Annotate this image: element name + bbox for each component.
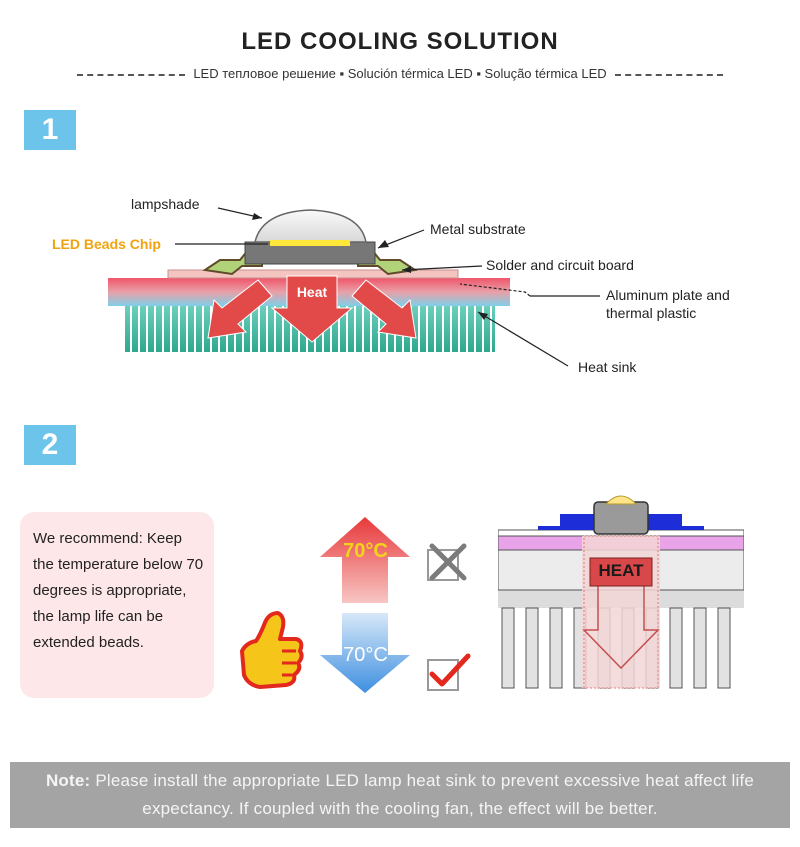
- led-chip: [270, 240, 350, 246]
- section-number-2: 2: [24, 425, 76, 465]
- note-text: Please install the appropriate LED lamp heat sink to prevent excessive heat affect life expectancy. If coupled with the cooling fan, the effect will be better.: [90, 771, 755, 818]
- lampshade: [255, 210, 366, 242]
- page-title: LED COOLING SOLUTION: [241, 28, 559, 55]
- lampshade-label: lampshade: [131, 196, 200, 212]
- heat-label: Heat: [296, 284, 328, 300]
- heat-sink-label: Heat sink: [578, 359, 637, 375]
- note-label: Note:: [45, 771, 91, 790]
- aluminum-label-line1: Aluminum plate and: [606, 287, 730, 303]
- temp-high-label: 70°C: [343, 540, 388, 562]
- thumbs-up-icon: [234, 605, 304, 695]
- check-mark-icon: [424, 650, 474, 694]
- led-chip-label: LED Beads Chip: [52, 236, 161, 252]
- recommendation-box: We recommend: Keep the temperature below 70 degrees is appropriate, the lamp life can be extended beads.: [20, 512, 214, 698]
- note-banner: [10, 762, 790, 828]
- section-number-1: 1: [24, 110, 76, 150]
- metal-substrate-label: Metal substrate: [430, 221, 526, 237]
- divider: [615, 74, 723, 76]
- subtitle: LED тепловое решение ▪ Solución térmica LED ▪ Solução térmica LED: [193, 66, 607, 81]
- cross-mark-icon: [424, 540, 470, 584]
- led-cross-section-diagram: [0, 180, 800, 380]
- aluminum-label-line2: thermal plastic: [606, 305, 697, 321]
- divider: [77, 74, 185, 76]
- subtitle-line: [0, 66, 800, 81]
- heat-sink-diagram: [498, 490, 744, 690]
- solder-label: Solder and circuit board: [486, 257, 634, 273]
- temp-low-label: 70°C: [343, 644, 388, 666]
- heat-box-label: HEAT: [598, 561, 644, 580]
